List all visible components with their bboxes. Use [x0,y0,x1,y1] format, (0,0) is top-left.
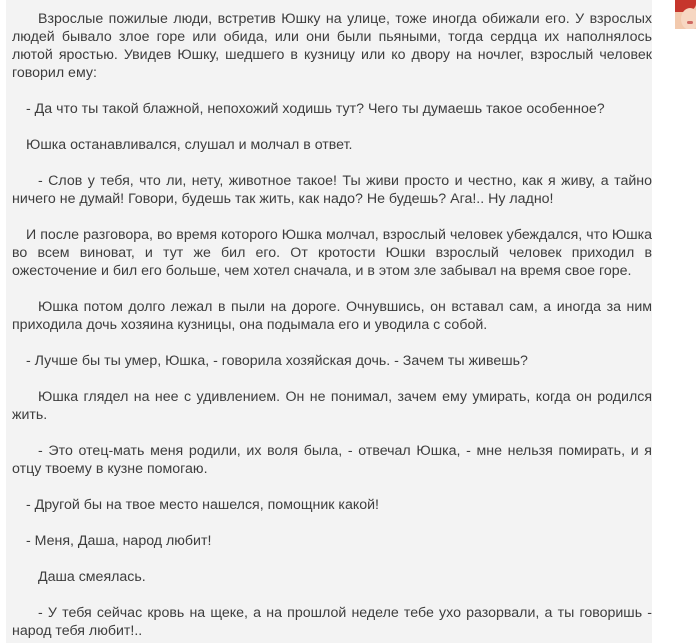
paragraph-12: Даша смеялась. [38,569,146,585]
avatar-mouth [687,21,693,24]
paragraph-10: - Другой бы на твое место нашелся, помощник какой! [26,497,379,513]
paragraph-11: - Меня, Даша, народ любит! [26,533,212,549]
paragraph-8: Юшка глядел на нее с удивлением. Он не понимал, зачем ему умирать, когда он родился жить. [12,389,652,423]
avatar[interactable] [675,0,696,29]
paragraph-3: Юшка останавливался, слушал и молчал в ответ. [26,137,353,153]
paragraph-7: - Лучше бы ты умер, Юшка, - говорила хозяйская дочь. - Зачем ты живешь? [26,353,528,369]
paragraph-13: - У тебя сейчас кровь на щеке, а на прошлой неделе тебе ухо разорвали, а ты говоришь - народ тебя любит!.. [12,605,652,639]
paragraph-9: - Это отец-мать меня родили, их воля была, - отвечал Юшка, - мне нельзя помирать, и я отцу твоему в кузне помогаю. [12,443,652,477]
paragraph-2: - Да что ты такой блажной, непохожий ходишь тут? Чего ты думаешь такое особенное? [26,101,605,117]
article-text [6,0,652,643]
paragraph-5: И после разговора, во время которого Юшка молчал, взрослый человек убеждался, что Юшка во всем виноват, и тут же бил его. От кротости Юшки взрослый человек приходил в ожесточение и бил его больше, чем хотел сначала, и в этом зле забывал на время свое горе. [12,227,652,279]
paragraph-6: Юшка потом долго лежал в пыли на дороге. Очнувшись, он вставал сам, а иногда за ним приходила дочь хозяина кузницы, она подымала его и уводила с собой. [12,299,652,333]
paragraph-1: Взрослые пожилые люди, встретив Юшку на улице, тоже иногда обижали его. У взрослых людей бывало злое горе или обида, или они были пьяными, тогда сердца их наполнялось лютой яростью. Увидев Юшку, шедшего в кузницу или ко двору на ночлег, взрослый человек говорил ему: [12,11,652,81]
paragraph-4: - Слов у тебя, что ли, нету, животное такое! Ты живи просто и честно, как я живу, а тайно ничего не думай! Говори, будешь так жить, как надо? Не будешь? Ага!.. Ну ладно! [12,173,652,207]
avatar-face [681,8,696,29]
